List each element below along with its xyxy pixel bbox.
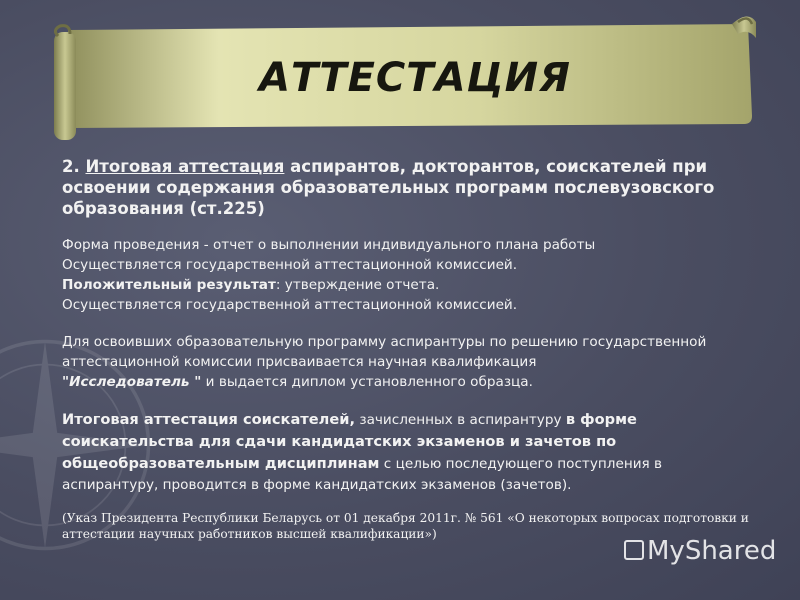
banner-title: АТТЕСТАЦИЯ (259, 55, 571, 101)
watermark-text: MyShared (647, 536, 777, 566)
diploma-text: и выдается диплом установленного образца. (205, 374, 533, 390)
qualification-text: Для освоивших образовательную программу аспирантуры по решению государственной аттестационной комиссии присваивается научная квалификация (62, 334, 707, 370)
applicants-text-2: с целью последующего поступления в аспирантуру, проводится в форме кандидатских экзаменов (зачетов). (62, 456, 663, 493)
form-paragraph (62, 235, 762, 315)
qualification-title: Исследователь (69, 374, 190, 390)
commission-line-2: Осуществляется государственной аттестационной комиссией. (62, 297, 518, 313)
final-attestation-link[interactable]: Итоговая аттестация (85, 157, 285, 176)
form-line: Форма проведения - отчет о выполнении индивидуального плана работы (62, 237, 596, 253)
qualification-paragraph (62, 332, 762, 392)
decree-reference: (Указ Президента Республики Беларусь от 01 декабря 2011г. № 561 «О некоторых вопросах подготовки и аттестации научных работников высшей квалификации») (62, 511, 749, 541)
applicants-text-1: зачисленных в аспирантуру (355, 412, 566, 428)
heading-rest: аспирантов, докторантов, соискателей при освоении содержания образовательных программ послевузовского образования (ст.225) (62, 157, 715, 218)
applicants-paragraph (62, 409, 762, 496)
result-colon: : (275, 277, 281, 293)
slide-content (62, 156, 762, 542)
quote-close: " (189, 374, 202, 390)
myshared-logo-icon (624, 540, 644, 560)
section-heading (62, 156, 762, 219)
result-label: Положительный результат (62, 277, 276, 293)
applicants-bold-1: Итоговая аттестация соискателей, (62, 411, 356, 428)
commission-line: Осуществляется государственной аттестационной комиссией. (62, 257, 518, 273)
result-text: утверждение отчета. (280, 277, 440, 293)
heading-prefix: 2. (62, 157, 86, 176)
applicants-bold-2: в форме соискательства для сдачи кандидатских экзаменов и зачетов по общеобразовательным дисциплинам (62, 411, 637, 472)
quote-open: " (62, 374, 70, 390)
myshared-watermark (624, 536, 776, 566)
